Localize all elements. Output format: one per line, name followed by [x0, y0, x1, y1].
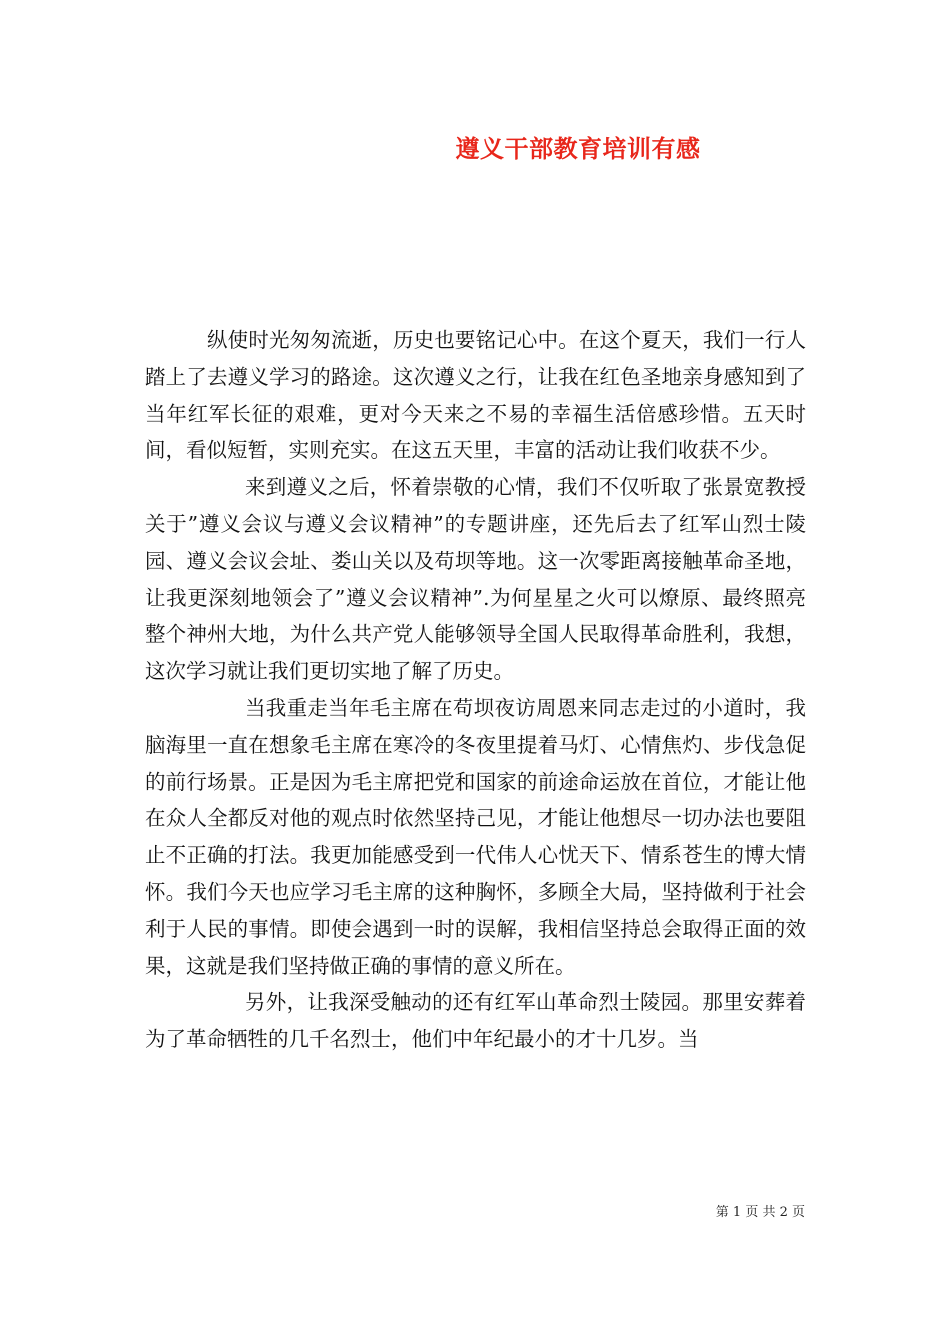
paragraph-2: 来到遵义之后，怀着崇敬的心情，我们不仅听取了张景宽教授关于”遵义会议与遵义会议精神”的专题讲座，还先后去了红军山烈士陵园、遵义会议会址、娄山关以及苟坝等地。这一次零距离接触革命圣地，让我更深刻地领会了”遵义会议精神”.为何星星之火可以燎原、最终照亮整个神州大地，为什么共产党人能够领导全国人民取得革命胜利，我想，这次学习就让我们更切实地了解了历史。: [145, 475, 806, 684]
paragraph-4: 另外，让我深受触动的还有红军山革命烈士陵园。那里安葬着为了革命牺牲的几千名烈士，他们中年纪最小的才十几岁。当: [145, 990, 806, 1052]
page-number-footer: 第 1 页 共 2 页: [715, 1205, 805, 1220]
document-body: [145, 322, 806, 1058]
document-title: 遵义干部教育培训有感: [455, 134, 701, 163]
paragraph-3: 当我重走当年毛主席在苟坝夜访周恩来同志走过的小道时，我脑海里一直在想象毛主席在寒冷的冬夜里提着马灯、心情焦灼、步伐急促的前行场景。正是因为毛主席把党和国家的前途命运放在首位，才能让他在众人全都反对他的观点时依然坚持己见，才能让他想尽一切办法也要阻止不正确的打法。我更加能感受到一代伟人心忧天下、情系苍生的博大情怀。我们今天也应学习毛主席的这种胸怀，多顾全大局，坚持做利于社会利于人民的事情。即使会遇到一时的误解，我相信坚持总会取得正面的效果，这就是我们坚持做正确的事情的意义所在。: [145, 695, 806, 978]
paragraph-1: 纵使时光匆匆流逝，历史也要铭记心中。在这个夏天，我们一行人踏上了去遵义学习的路途。这次遵义之行，让我在红色圣地亲身感知到了当年红军长征的艰难，更对今天来之不易的幸福生活倍感珍惜。五天时间，看似短暂，实则充实。在这五天里，丰富的活动让我们收获不少。: [145, 328, 806, 463]
